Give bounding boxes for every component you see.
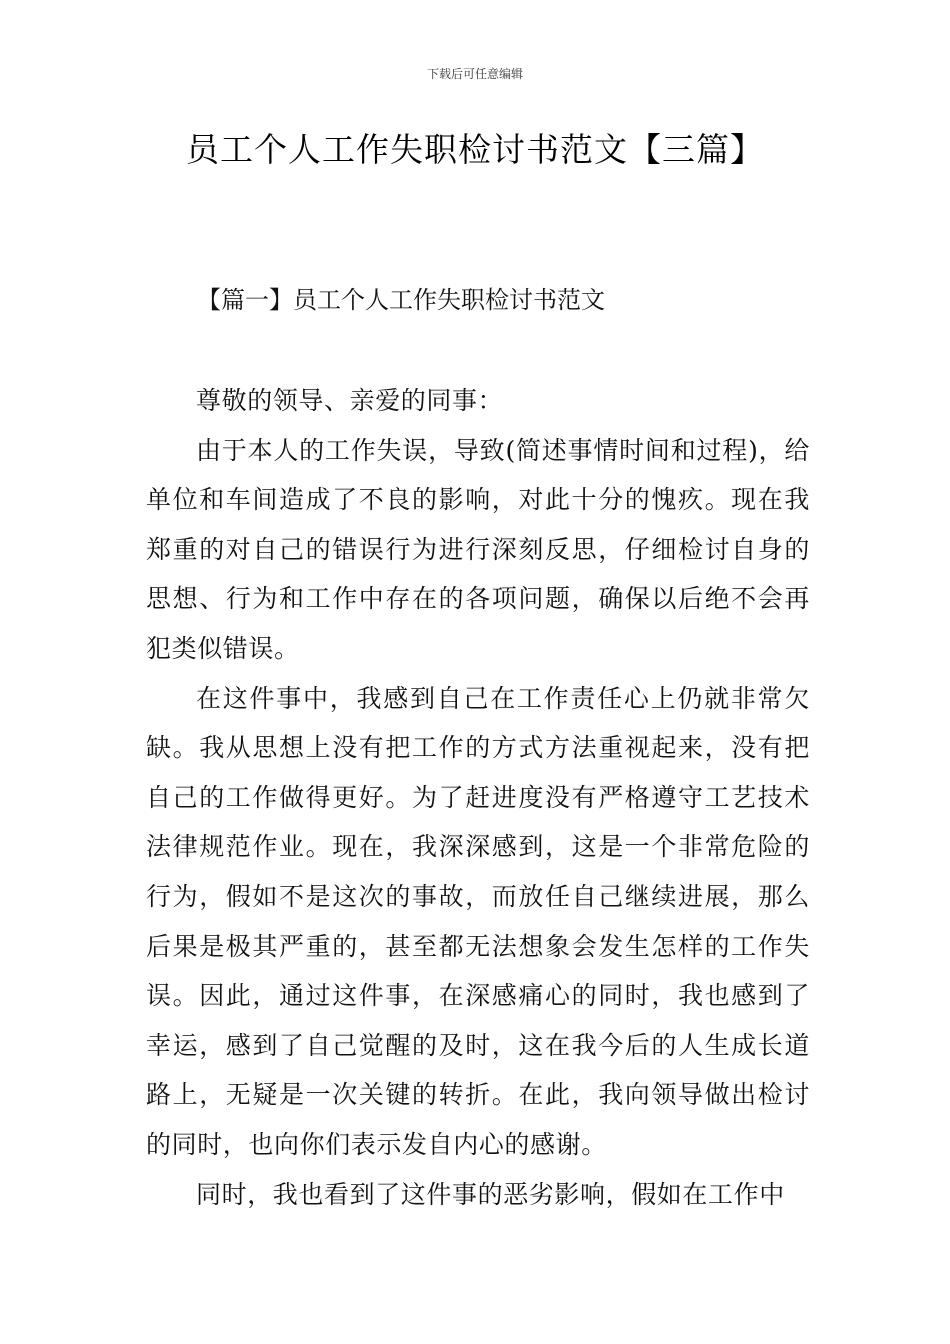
document-title: 员工个人工作失职检讨书范文【三篇】 <box>186 130 764 169</box>
section-heading: 【篇一】员工个人工作失职检讨书范文 <box>197 286 605 314</box>
body-paragraph: 在这件事中，我感到自己在工作责任心上仍就非常欠缺。我从思想上没有把工作的方式方法重视起来，没有把自己的工作做得更好。为了赶进度没有严格遵守工艺技术法律规范作业。现在，我深深感到，这是一个非常危险的行为，假如不是这次的事故，而放任自己继续进展，那么后果是极其严重的，甚至都无法想象会发生怎样的工作失误。因此，通过这件事，在深感痛心的同时，我也感到了幸运，感到了自己觉醒的及时，这在我今后的人生成长道路上，无疑是一次关键的转折。在此，我向领导做出检讨的同时，也向你们表示发自内心的感谢。 <box>146 683 810 1159</box>
salutation-paragraph: 尊敬的领导、亲爱的同事： <box>196 386 504 415</box>
body-paragraph: 同时，我也看到了这件事的恶劣影响，假如在工作中 <box>196 1179 785 1209</box>
document-body <box>146 376 810 1219</box>
body-paragraph: 由于本人的工作失误，导致(简述事情时间和过程)，给单位和车间造成了不良的影响，对此十分的愧疚。现在我郑重的对自己的错误行为进行深刻反思，仔细检讨自身的思想、行为和工作中存在的各项问题，确保以后绝不会再犯类似错误。 <box>146 435 810 663</box>
header-note: 下载后可任意编辑 <box>426 67 523 81</box>
